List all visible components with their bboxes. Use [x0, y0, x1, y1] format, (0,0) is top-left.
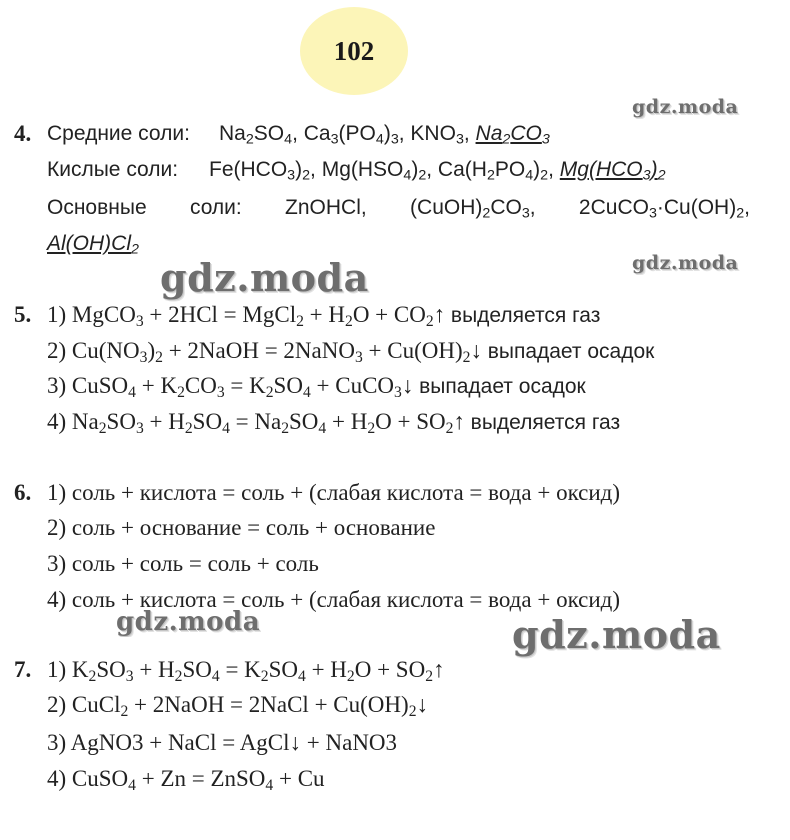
acid-salts-label: Кислые соли:: [47, 158, 179, 181]
task-number: 6.: [14, 480, 32, 505]
scheme-text: 2) соль + основание = соль + основание: [47, 515, 436, 540]
equation-text: 3) AgNO3 + NaCl = AgCl↓ + NaNO3: [47, 730, 398, 755]
equation-text: 2) $Cu(NO_3)_2$ + 2NaOH = 2NaNO$_3$ + $Cu(OH)_2↓$ выпадает осадок: [47, 338, 655, 366]
page-number: 102: [333, 35, 375, 66]
reaction-note: выпадает осадок: [419, 375, 586, 398]
reaction-note: выделяется газ: [450, 304, 601, 327]
equation-text: 4) CuSO$_4$ + Zn = ZnSO$_4$ + Cu: [47, 766, 325, 794]
middle-salts-formulas: $Na_2SO_4$, $Ca_3(PO_4)_3$, $KNO_3$, $Na_2CO_3$: [219, 122, 550, 148]
watermark: gdz.moda: [116, 607, 261, 637]
watermark: gdz.moda: [632, 96, 739, 118]
reaction-note: выделяется газ: [470, 411, 621, 434]
scheme-text: 4) соль + кислота = соль + (слабая кислота = вода + оксид): [47, 587, 621, 612]
task-number: 5.: [14, 302, 32, 327]
watermark: gdz.moda: [512, 612, 721, 657]
scheme-text: 3) соль + соль = соль + соль: [47, 551, 319, 576]
watermark: gdz.moda: [632, 252, 739, 274]
page-number-badge: [300, 7, 408, 95]
basic-salt-1: ZnOHCl,: [285, 196, 367, 219]
equation-text: 3) CuSO$_4$ + $K_2CO_3 = K_2SO_4$ + CuCO$_3$↓ выпадает осадок: [47, 373, 586, 401]
basic-salts-label-word2: соли:: [189, 196, 242, 219]
basic-salts-row: [47, 193, 750, 223]
equation-text: 2) CuCl$_2$ + 2NaOH = 2NaCl + $Cu(OH)_2↓$: [47, 692, 428, 720]
middle-salts-label: Средние соли:: [47, 122, 190, 145]
equation-text: 4) $Na_2SO_3 + H_2SO_4 = Na_2SO_4 + H_2O$ + $SO_2↑$ выделяется газ: [47, 409, 621, 437]
scheme-text: 1) соль + кислота = соль + (слабая кислота = вода + оксид): [47, 480, 621, 505]
basic-salt-3: $2CuCO_3\cdot Cu(OH)_2$,: [578, 196, 750, 222]
watermark: gdz.moda: [160, 255, 369, 300]
task-number: 4.: [14, 121, 32, 146]
equation-text: 1) MgCO$_3$ + 2HCl = MgCl$_2$ + $H_2O$ + $CO_2↑$ выделяется газ: [47, 302, 601, 330]
basic-salt-4: $Al(OH)Cl_2$: [47, 232, 139, 258]
basic-salt-2: $(CuOH)_2CO_3$,: [410, 196, 536, 222]
basic-salts-label-word1: Основные: [47, 196, 147, 219]
acid-salts-formulas: $Fe(HCO_3)_2$, $Mg(HSO_4)_2$, $Ca(H_2PO_4)_2$, $Mg(HCO_3)_2$: [209, 158, 666, 184]
equation-text: 1) $K_2SO_3 + H_2SO_4 = K_2SO_4 + H_2O$ + $SO_2↑$: [47, 657, 445, 685]
task-number: 7.: [14, 657, 32, 682]
reaction-note: выпадает осадок: [487, 340, 655, 363]
